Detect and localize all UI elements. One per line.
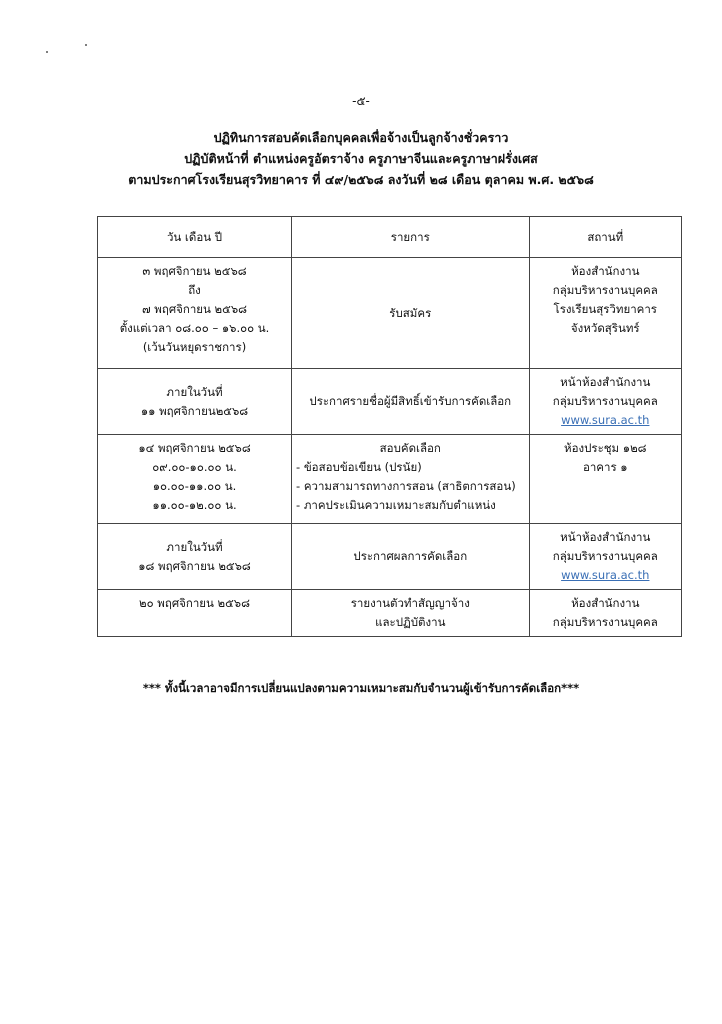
date-cell: ๓ พฤศจิกายน ๒๕๖๘ ถึง ๗ พฤศจิกายน ๒๕๖๘ ตั้งแต่เวลา ๐๘.๐๐ – ๑๖.๐๐ น. (เว้นวันหยุดราชการ) xyxy=(98,258,292,369)
table-row xyxy=(98,369,682,435)
table-row xyxy=(98,524,682,590)
table-row xyxy=(98,590,682,637)
place-cell: ห้องประชุม ๑๒๘ อาคาร ๑ xyxy=(529,435,681,524)
website-link[interactable]: www.sura.ac.th xyxy=(561,568,650,582)
header-place: สถานที่ xyxy=(529,217,681,258)
title-line-3: ตามประกาศโรงเรียนสุรวิทยาคาร ที่ ๔๙/๒๕๖๘ ลงวันที่ ๒๘ เดือน ตุลาคม พ.ศ. ๒๕๖๘ xyxy=(128,172,594,187)
header-date: วัน เดือน ปี xyxy=(98,217,292,258)
schedule-table xyxy=(97,216,682,637)
item-cell: ประกาศรายชื่อผู้มีสิทธิ์เข้ารับการคัดเลือก xyxy=(292,369,530,435)
document-title-block xyxy=(0,127,722,190)
date-cell: ๑๔ พฤศจิกายน ๒๕๖๘ ๐๙.๐๐-๑๐.๐๐ น. ๑๐.๐๐-๑๑.๐๐ น. ๑๑.๐๐-๑๒.๐๐ น. xyxy=(98,435,292,524)
title-line-1: ปฏิทินการสอบคัดเลือกบุคคลเพื่อจ้างเป็นลูกจ้างชั่วคราว xyxy=(213,130,509,145)
header-item: รายการ xyxy=(292,217,530,258)
scan-speck xyxy=(46,51,48,53)
table-row xyxy=(98,435,682,524)
table-row xyxy=(98,258,682,369)
item-cell: รายงานตัวทำสัญญาจ้าง และปฏิบัติงาน xyxy=(292,590,530,637)
date-cell: ภายในวันที่ ๑๘ พฤศจิกายน ๒๕๖๘ xyxy=(98,524,292,590)
place-cell: ห้องสำนักงาน กลุ่มบริหารงานบุคคล โรงเรียนสุรวิทยาคาร จังหวัดสุรินทร์ xyxy=(529,258,681,369)
place-cell: หน้าห้องสำนักงาน กลุ่มบริหารงานบุคคล www.sura.ac.th xyxy=(529,369,681,435)
website-link[interactable]: www.sura.ac.th xyxy=(561,413,650,427)
item-cell: รับสมัคร xyxy=(292,258,530,369)
page-number: -๕- xyxy=(352,94,370,108)
item-cell: สอบคัดเลือก - ข้อสอบข้อเขียน (ปรนัย) - ความสามารถทางการสอน (สาธิตการสอน) - ภาคประเมินความเหมาะสมกับตำแหน่ง xyxy=(292,435,530,524)
item-cell: ประกาศผลการคัดเลือก xyxy=(292,524,530,590)
place-cell: ห้องสำนักงาน กลุ่มบริหารงานบุคคล xyxy=(529,590,681,637)
date-cell: ภายในวันที่ ๑๑ พฤศจิกายน๒๕๖๘ xyxy=(98,369,292,435)
title-line-2: ปฏิบัติหน้าที่ ตำแหน่งครูอัตราจ้าง ครูภาษาจีนและครูภาษาฝรั่งเศส xyxy=(184,151,538,166)
date-cell: ๒๐ พฤศจิกายน ๒๕๖๘ xyxy=(98,590,292,637)
footnote: *** ทั้งนี้เวลาอาจมีการเปลี่ยนแปลงตามความเหมาะสมกับจำนวนผู้เข้ารับการคัดเลือก*** xyxy=(142,681,580,695)
place-cell: หน้าห้องสำนักงาน กลุ่มบริหารงานบุคคล www.sura.ac.th xyxy=(529,524,681,590)
table-header-row xyxy=(98,217,682,258)
scan-speck xyxy=(85,44,87,46)
